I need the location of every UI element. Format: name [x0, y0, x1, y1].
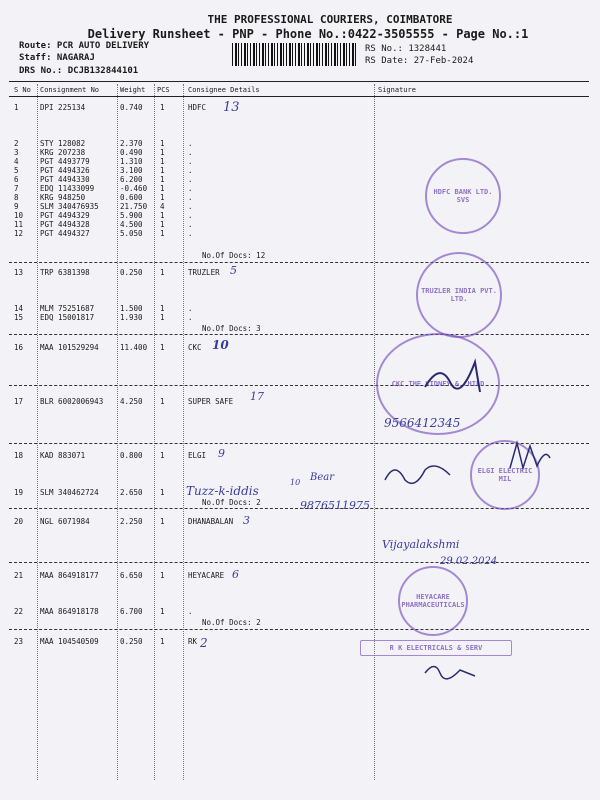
row-weight: 2.650 — [120, 488, 143, 497]
row-consignment: MAA 104540509 — [40, 637, 99, 646]
row-pcs: 1 — [160, 313, 165, 322]
row-sno: 14 — [14, 304, 24, 313]
row-sno: 18 — [14, 451, 24, 460]
row-sno: 10 — [14, 211, 24, 220]
row-pcs: 1 — [160, 193, 165, 202]
row-pcs: 4 — [160, 202, 165, 211]
row-weight: 1.310 — [120, 157, 143, 166]
row-sno: 12 — [14, 229, 24, 238]
row-pcs: 1 — [160, 268, 165, 277]
row-sno: 8 — [14, 193, 19, 202]
row-sno: 2 — [14, 139, 19, 148]
row-consignee: HEYACARE — [188, 571, 225, 580]
row-pcs: 1 — [160, 637, 165, 646]
signature — [420, 658, 480, 688]
row-weight: 6.650 — [120, 571, 143, 580]
row-pcs: 1 — [160, 211, 165, 220]
row-weight: 11.400 — [120, 343, 148, 352]
rs-number: RS No.: 1328441 — [365, 44, 447, 54]
row-consignee: RK — [188, 637, 198, 646]
rs-date: RS Date: 27-Feb-2024 — [365, 56, 474, 66]
row-pcs: 1 — [160, 607, 165, 616]
staff-label: Staff: NAGARAJ — [19, 53, 95, 63]
row-consignment: PGT 4494329 — [40, 211, 90, 220]
truzler-stamp: TRUZLER INDIA PVT. LTD. — [416, 252, 502, 338]
row-consignment: PGT 4494330 — [40, 175, 90, 184]
row-pcs: 1 — [160, 517, 165, 526]
row-sno: 13 — [14, 268, 24, 277]
row-pcs: 1 — [160, 229, 165, 238]
handwritten-note: 10 — [212, 338, 229, 352]
handwritten-note: 9 — [218, 447, 225, 460]
handwritten-note: 5 — [230, 264, 237, 277]
handwritten-note: 13 — [223, 100, 240, 115]
row-consignment: NGL 6071984 — [40, 517, 90, 526]
row-weight: 2.370 — [120, 139, 143, 148]
row-sno: 15 — [14, 313, 24, 322]
row-consignee: HDFC — [188, 103, 207, 112]
row-sno: 20 — [14, 517, 24, 526]
handwritten-note: 17 — [250, 390, 264, 403]
row-consignee: . — [188, 202, 193, 211]
row-weight: 2.250 — [120, 517, 143, 526]
handwritten-name: Tuzz-k-iddis — [186, 484, 259, 498]
row-consignee: . — [188, 211, 193, 220]
col-sno: S No — [14, 86, 31, 94]
drs-number: DRS No.: DCJB132844101 — [19, 66, 139, 76]
col-signature: Signature — [378, 86, 416, 94]
row-consignment: MAA 864918178 — [40, 607, 99, 616]
hdfc-bank-stamp: HDFC BANK LTD. SVS — [425, 158, 501, 234]
ckc-stamp: CKC THE KIDNEY & CHILD — [376, 333, 500, 435]
row-consignee: . — [188, 157, 193, 166]
row-consignment: MAA 864918177 — [40, 571, 99, 580]
doc-count: No.Of Docs: 3 — [202, 324, 261, 333]
row-consignee: . — [188, 229, 193, 238]
row-consignee: . — [188, 193, 193, 202]
row-weight: 0.740 — [120, 103, 143, 112]
route-label: Route: PCR AUTO DELIVERY — [19, 41, 150, 51]
row-consignment: KAD 883071 — [40, 451, 86, 460]
row-consignee: . — [188, 220, 193, 229]
row-consignee: ELGI — [188, 451, 207, 460]
handwritten-note: 10 — [290, 478, 301, 487]
group-separator — [9, 262, 589, 263]
row-consignment: SLM 340462724 — [40, 488, 99, 497]
col-consignment: Consignment No — [40, 86, 100, 94]
row-sno: 7 — [14, 184, 19, 193]
row-weight: 6.700 — [120, 607, 143, 616]
col-weight: Weight — [120, 86, 146, 94]
row-pcs: 1 — [160, 343, 165, 352]
handwritten-note: Bear — [310, 472, 335, 483]
row-consignment: EDQ 11433099 — [40, 184, 95, 193]
group-separator — [9, 385, 589, 386]
handwritten-note: 3 — [243, 514, 250, 527]
row-consignee: . — [188, 607, 193, 616]
row-weight: 0.600 — [120, 193, 143, 202]
row-pcs: 1 — [160, 175, 165, 184]
row-sno: 16 — [14, 343, 24, 352]
rk-electricals-stamp: R K ELECTRICALS & SERV — [360, 640, 512, 656]
signature — [420, 352, 490, 402]
header-top-rule — [9, 81, 589, 82]
row-weight: 0.800 — [120, 451, 143, 460]
row-pcs: 1 — [160, 451, 165, 460]
col-pcs: PCS — [157, 86, 170, 94]
col-consignee: Consignee Details — [188, 86, 260, 94]
row-weight: 1.930 — [120, 313, 143, 322]
column-divider — [117, 84, 118, 780]
row-weight: 0.250 — [120, 268, 143, 277]
row-pcs: 1 — [160, 397, 165, 406]
row-weight: -0.460 — [120, 184, 148, 193]
row-weight: 1.500 — [120, 304, 143, 313]
row-sno: 11 — [14, 220, 24, 229]
row-sno: 23 — [14, 637, 24, 646]
handwritten-phone: 9876511975 — [300, 499, 370, 512]
row-consignee: . — [188, 184, 193, 193]
column-divider — [37, 84, 38, 780]
row-consignee: TRUZLER — [188, 268, 220, 277]
row-weight: 4.250 — [120, 397, 143, 406]
row-sno: 21 — [14, 571, 24, 580]
column-divider — [154, 84, 155, 780]
group-separator — [9, 562, 589, 563]
column-divider — [183, 84, 184, 780]
row-sno: 19 — [14, 488, 24, 497]
row-consignee: . — [188, 304, 193, 313]
row-consignment: PGT 4494328 — [40, 220, 90, 229]
row-pcs: 1 — [160, 166, 165, 175]
row-weight: 0.490 — [120, 148, 143, 157]
row-weight: 0.250 — [120, 637, 143, 646]
handwritten-note: 6 — [232, 568, 239, 581]
handwritten-date: 29.02.2024 — [440, 556, 498, 567]
runsheet-subtitle: Delivery Runsheet - PNP - Phone No.:0422-3505555 - Page No.:1 — [87, 27, 529, 41]
row-consignment: MLM 75251687 — [40, 304, 95, 313]
heyacare-stamp: HEYACARE PHARMACEUTICALS — [398, 566, 468, 636]
row-pcs: 1 — [160, 139, 165, 148]
handwritten-note: 2 — [200, 636, 208, 650]
row-consignment: STY 128082 — [40, 139, 86, 148]
row-consignee: CKC — [188, 343, 202, 352]
group-separator — [9, 334, 589, 335]
row-pcs: 1 — [160, 220, 165, 229]
row-consignment: MAA 101529294 — [40, 343, 99, 352]
row-consignment: BLR 6002006943 — [40, 397, 104, 406]
column-divider — [374, 84, 375, 780]
row-weight: 21.750 — [120, 202, 148, 211]
row-consignee: . — [188, 148, 193, 157]
row-consignment: PGT 4494326 — [40, 166, 90, 175]
group-separator — [9, 629, 589, 630]
row-consignment: DPI 225134 — [40, 103, 86, 112]
row-weight: 3.100 — [120, 166, 143, 175]
row-consignee: . — [188, 175, 193, 184]
row-sno: 1 — [14, 103, 19, 112]
row-weight: 5.050 — [120, 229, 143, 238]
row-sno: 3 — [14, 148, 19, 157]
doc-count: No.Of Docs: 12 — [202, 251, 266, 260]
row-sno: 6 — [14, 175, 19, 184]
row-consignment: KRG 948250 — [40, 193, 86, 202]
row-consignee: DHANABALAN — [188, 517, 234, 526]
row-weight: 5.900 — [120, 211, 143, 220]
row-sno: 22 — [14, 607, 24, 616]
elgi-stamp: ELGI ELECTRIC MIL — [470, 440, 540, 510]
row-consignment: SLM 340476935 — [40, 202, 99, 211]
row-consignee: . — [188, 166, 193, 175]
row-pcs: 1 — [160, 103, 165, 112]
header-bottom-rule — [9, 96, 589, 97]
row-consignee: . — [188, 313, 193, 322]
row-pcs: 1 — [160, 148, 165, 157]
barcode — [232, 43, 358, 66]
company-title: THE PROFESSIONAL COURIERS, COIMBATORE — [207, 13, 453, 26]
handwritten-signature: Vijayalakshmi — [382, 538, 460, 551]
row-pcs: 1 — [160, 157, 165, 166]
row-sno: 9 — [14, 202, 19, 211]
row-consignment: PGT 4494327 — [40, 229, 90, 238]
row-consignee: . — [188, 139, 193, 148]
row-sno: 17 — [14, 397, 24, 406]
row-consignee: SUPER SAFE — [188, 397, 234, 406]
row-weight: 6.200 — [120, 175, 143, 184]
signature — [380, 455, 460, 495]
row-pcs: 1 — [160, 304, 165, 313]
signature — [505, 438, 555, 478]
row-pcs: 1 — [160, 488, 165, 497]
row-weight: 4.500 — [120, 220, 143, 229]
doc-count: No.Of Docs: 2 — [202, 618, 261, 627]
handwritten-phone: 9566412345 — [384, 416, 461, 430]
doc-count: No.Of Docs: 2 — [202, 498, 261, 507]
row-consignment: PGT 4493779 — [40, 157, 90, 166]
row-consignment: EDQ 15001817 — [40, 313, 95, 322]
row-sno: 5 — [14, 166, 19, 175]
row-sno: 4 — [14, 157, 19, 166]
row-consignment: KRG 207238 — [40, 148, 86, 157]
row-consignment: TRP 6381398 — [40, 268, 90, 277]
row-pcs: 1 — [160, 184, 165, 193]
row-pcs: 1 — [160, 571, 165, 580]
